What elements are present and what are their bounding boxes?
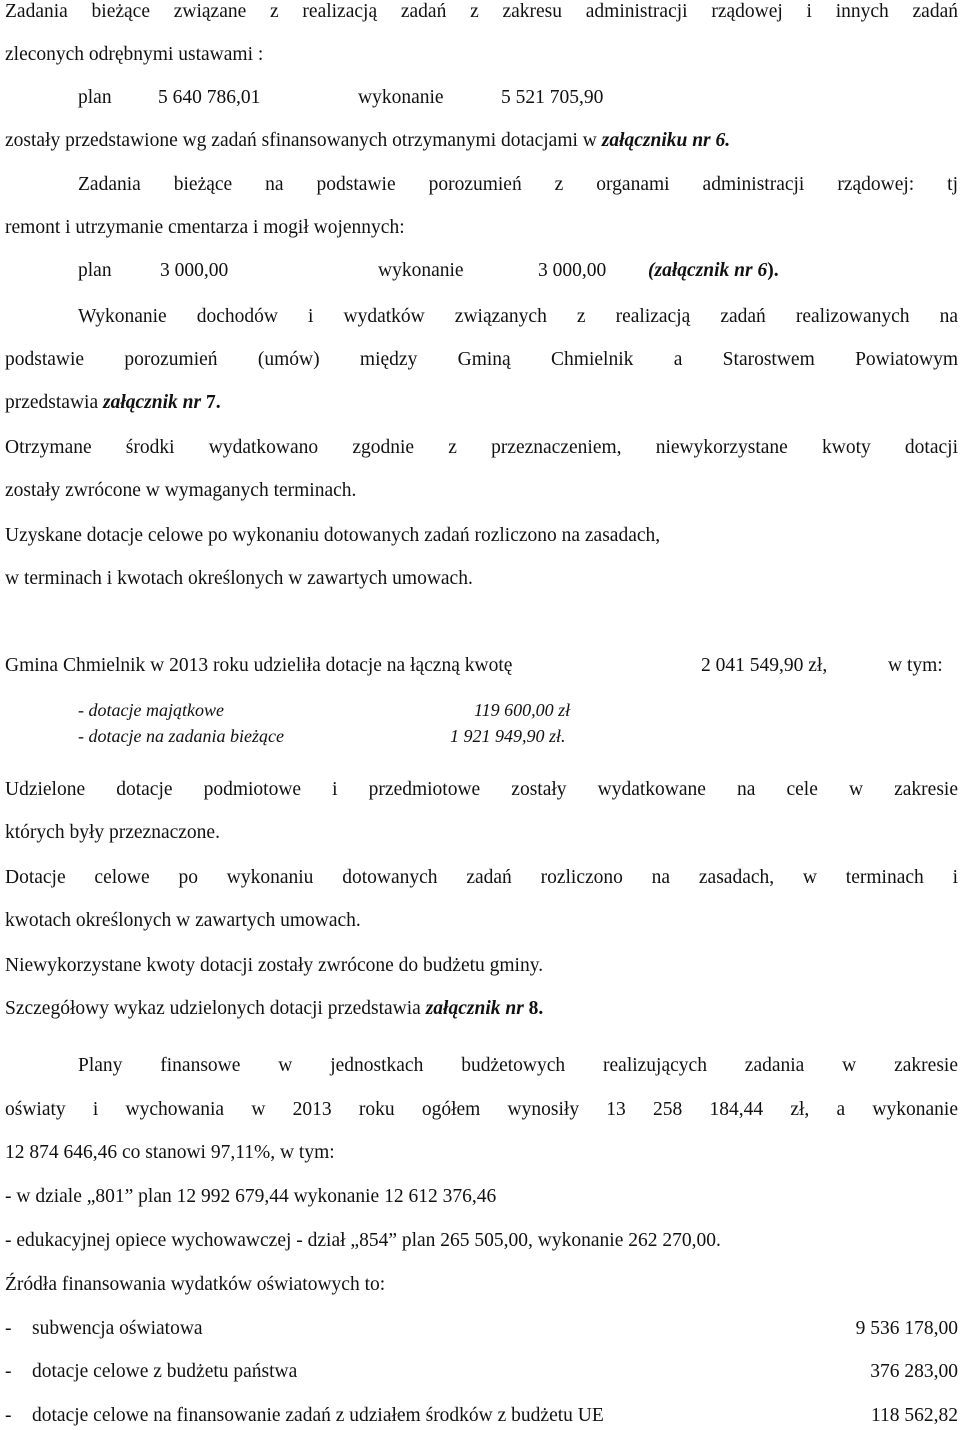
para10-attachment-num: 8. (523, 998, 544, 1019)
para2-line2: remont i utrzymanie cmentarza i mogił wojennych: (5, 217, 405, 238)
para11-line2: oświaty i wychowania w 2013 roku ogółem wynosiły 13 258 184,44 zł, a wykonanie (5, 1099, 958, 1120)
funding-source-dash: - (5, 1361, 12, 1382)
para2-ref-end: ). (767, 260, 779, 281)
funding-source-value: 118 562,82 (870, 1405, 958, 1426)
para11-line1: Plany finansowe w jednostkach budżetowych realizujących zadania w zakresie (78, 1055, 958, 1076)
subsidy-item-label: - dotacje na zadania bieżące (78, 726, 284, 746)
funding-source-dash: - (5, 1405, 12, 1426)
para8-line2: kwotach określonych w zawartych umowach. (5, 910, 361, 931)
para3-line1: Wykonanie dochodów i wydatków związanych z realizacją zadań realizowanych na (78, 306, 958, 327)
para6-amount: 2 041 549,90 zł, (701, 655, 828, 676)
para5-line1: Uzyskane dotacje celowe po wykonaniu dotowanych zadań rozliczono na zasadach, (5, 525, 661, 546)
funding-source-dash: - (5, 1318, 12, 1339)
para11-line4: - w dziale „801” plan 12 992 679,44 wykonanie 12 612 376,46 (5, 1186, 497, 1207)
para1-exec-label: wykonanie (358, 87, 444, 108)
para6-suffix: w tym: (888, 655, 943, 676)
para2-plan-value: 3 000,00 (160, 260, 229, 281)
para3-line3 (5, 391, 221, 415)
para4-line1: Otrzymane środki wydatkowano zgodnie z przeznaczeniem, niewykorzystane kwoty dotacji (5, 437, 958, 458)
funding-heading: Źródła finansowania wydatków oświatowych to: (5, 1274, 386, 1295)
funding-source-label: dotacje celowe z budżetu państwa (32, 1361, 298, 1382)
subsidy-item-value: 119 600,00 zł (474, 700, 571, 720)
para2-exec-value: 3 000,00 (538, 260, 607, 281)
para1-exec-value: 5 521 705,90 (501, 87, 604, 108)
para2-exec-label: wykonanie (378, 260, 464, 281)
funding-source-label: subwencja oświatowa (32, 1318, 203, 1339)
para11-line3: 12 874 646,46 co stanowi 97,11%, w tym: (5, 1142, 335, 1163)
para8-line1: Dotacje celowe po wykonaniu dotowanych zadań rozliczono na zasadach, w terminach i (5, 867, 958, 888)
para3-attachment-num: 7. (201, 392, 221, 413)
para5-line2: w terminach i kwotach określonych w zawartych umowach. (5, 568, 473, 589)
para7-line2: których były przeznaczone. (5, 822, 220, 843)
para2-plan-label: plan (78, 260, 112, 281)
para7-line1: Udzielone dotacje podmiotowe i przedmiotowe zostały wydatkowane na cele w zakresie (5, 779, 958, 800)
para2-ref-text: (załącznik nr 6 (648, 260, 768, 281)
para1-line1: Zadania bieżące związane z realizacją zadań z zakresu administracji rządowej i innych zadań (5, 1, 958, 22)
funding-source-value: 9 536 178,00 (855, 1318, 958, 1339)
para3-line2: podstawie porozumień (umów) między Gminą Chmielnik a Starostwem Powiatowym (5, 349, 958, 370)
para4-line2: zostały zwrócone w wymaganych terminach. (5, 480, 357, 501)
para1-plan-label: plan (78, 87, 112, 108)
para11-line5: - edukacyjnej opiece wychowawczej - dział „854” plan 265 505,00, wykonanie 262 270,00. (5, 1230, 721, 1251)
para1-plan-value: 5 640 786,01 (158, 87, 261, 108)
subsidy-item-label: - dotacje majątkowe (78, 700, 224, 720)
para3-line3-text: przedstawia (5, 392, 103, 413)
para1-attachment-ref: załączniku nr 6. (601, 130, 731, 151)
para1-line4 (5, 129, 730, 153)
funding-source-label: dotacje celowe na finansowanie zadań z udziałem środków z budżetu UE (32, 1405, 604, 1426)
para10-line1 (5, 997, 543, 1021)
para9-line1: Niewykorzystane kwoty dotacji zostały zwrócone do budżetu gminy. (5, 955, 544, 976)
para1-line4-text: zostały przedstawione wg zadań sfinansowanych otrzymanymi dotacjami w (5, 130, 602, 151)
funding-source-value: 376 283,00 (870, 1361, 958, 1382)
para6-text: Gmina Chmielnik w 2013 roku udzieliła dotacje na łączną kwotę (5, 655, 513, 676)
para3-attachment-ref: załącznik nr (103, 392, 202, 413)
para1-line2: zleconych odrębnymi ustawami : (5, 44, 264, 65)
para10-attachment-ref: załącznik nr (425, 998, 524, 1019)
para10-text: Szczegółowy wykaz udzielonych dotacji przedstawia (5, 998, 426, 1019)
subsidy-item-value: 1 921 949,90 zł. (450, 726, 566, 746)
para2-line1: Zadania bieżące na podstawie porozumień z organami administracji rządowej: tj (78, 174, 958, 195)
para2-attachment-ref (648, 259, 779, 283)
